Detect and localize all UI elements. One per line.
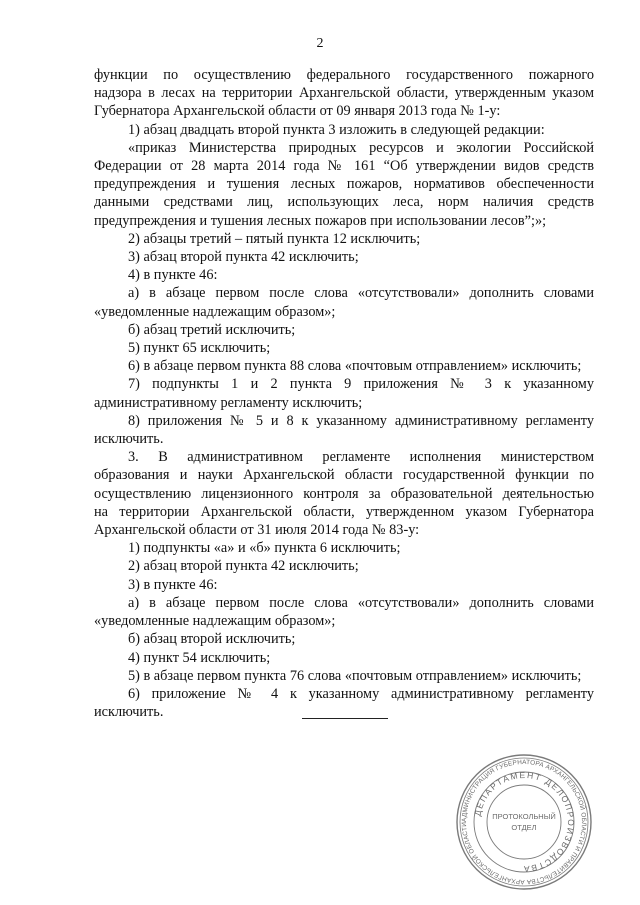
text-line: 5) в абзаце первом пункта 76 слова «почтовым отправлением» исключить; [128, 667, 582, 684]
paragraph [94, 412, 594, 448]
paragraph [94, 685, 594, 721]
paragraph [94, 539, 594, 557]
text-line: 1) подпункты «а» и «б» пункта 6 исключить; [128, 540, 401, 557]
text-line: Губернатора Архангельской области от 09 января 2013 года № 1-у: [94, 103, 501, 120]
text-line: 3) в пункте 46: [128, 576, 218, 593]
page-number: 2 [316, 36, 324, 51]
text-line: 1) абзац двадцать второй пункта 3 изложить в следующей редакции: [128, 121, 545, 138]
paragraph [94, 357, 594, 375]
text-line: на территории Архангельской области, утвержденном указом Губернатора [94, 503, 594, 520]
text-line: Федерации от 28 марта 2014 года № 161 “Об утверждении видов средств [94, 158, 594, 175]
text-line: 3) абзац второй пункта 42 исключить; [128, 249, 359, 266]
text-line: Архангельской области от 31 июля 2014 года № 83-у: [94, 522, 420, 539]
paragraph [94, 448, 594, 539]
paragraph [94, 321, 594, 339]
text-line: предупреждения и тушения лесных пожаров, нормативов обеспеченности [94, 176, 594, 193]
paragraph [94, 594, 594, 630]
document-body [94, 66, 594, 721]
closing-rule [302, 718, 388, 719]
seal-graphic [454, 752, 594, 892]
text-line: функции по осуществлению федерального государственного пожарного [94, 67, 594, 83]
paragraph [94, 66, 594, 121]
paragraph [94, 667, 594, 685]
paragraph [94, 284, 594, 320]
paragraph [94, 649, 594, 667]
text-line: 3. В административном регламенте исполнения министерством [128, 449, 594, 466]
text-line: б) абзац второй исключить; [128, 631, 296, 648]
text-line: 8) приложения № 5 и 8 к указанному административному регламенту [128, 412, 594, 429]
paragraph [94, 139, 594, 230]
paragraph [94, 576, 594, 594]
text-line: надзора в лесах на территории Архангельской области, утвержденным указом [94, 85, 594, 102]
paragraph [94, 630, 594, 648]
paragraph [94, 230, 594, 248]
text-line: осуществлению лицензионного контроля за образовательной деятельностью [94, 485, 594, 502]
text-line: 2) абзац второй пункта 42 исключить; [128, 558, 359, 575]
text-line: административному регламенту исключить; [94, 394, 363, 411]
paragraph [94, 339, 594, 357]
paragraph [94, 121, 594, 139]
seal-inner-ring [487, 785, 561, 859]
paragraph [94, 248, 594, 266]
text-line: исключить. [94, 704, 164, 721]
text-line: 4) пункт 54 исключить; [128, 649, 271, 666]
text-line: 6) в абзаце первом пункта 88 слова «почтовым отправлением» исключить; [128, 358, 582, 375]
text-line: «уведомленные надлежащим образом»; [94, 303, 336, 320]
text-line: 5) пункт 65 исключить; [128, 340, 271, 357]
text-line: образования и науки Архангельской области государственной функции по [94, 467, 594, 484]
text-line: предупреждения и тушения лесных пожаров при использовании лесов”;»; [94, 212, 547, 229]
text-line: 2) абзацы третий – пятый пункта 12 исключить; [128, 230, 421, 247]
text-line: 6) приложение № 4 к указанному административному регламенту [128, 685, 594, 702]
seal-inner-line-2: ОТДЕЛ [511, 823, 537, 832]
paragraph [94, 375, 594, 411]
paragraph [94, 557, 594, 575]
paragraph [94, 266, 594, 284]
text-line: «приказ Министерства природных ресурсов и экологии Российской [128, 139, 594, 156]
text-line: «уведомленные надлежащим образом»; [94, 613, 336, 630]
text-line: 4) в пункте 46: [128, 267, 218, 284]
text-line: а) в абзаце первом после слова «отсутствовали» дополнить словами [128, 594, 594, 611]
text-line: а) в абзаце первом после слова «отсутствовали» дополнить словами [128, 285, 594, 302]
official-seal-stamp [454, 752, 594, 892]
seal-inner-line-1: ПРОТОКОЛЬНЫЙ [492, 812, 556, 821]
text-line: данными средствами лиц, использующих леса, норм наличия средств [94, 194, 594, 211]
text-line: 7) подпункты 1 и 2 пункта 9 приложения № 3 к указанному [128, 376, 594, 393]
text-line: б) абзац третий исключить; [128, 321, 296, 338]
text-line: исключить. [94, 431, 164, 448]
seal-outer-text: АДМИНИСТРАЦИЯ ГУБЕРНАТОРА АРХАНГЕЛЬСКОЙ ОБЛАСТИ И ПРАВИТЕЛЬСТВА АРХАНГЕЛЬСКОЙ ОБЛАСТИ [460, 758, 588, 886]
seal-middle-text: ДЕПАРТАМЕНТ ДЕЛОПРОИЗВОДСТВА [472, 769, 577, 875]
